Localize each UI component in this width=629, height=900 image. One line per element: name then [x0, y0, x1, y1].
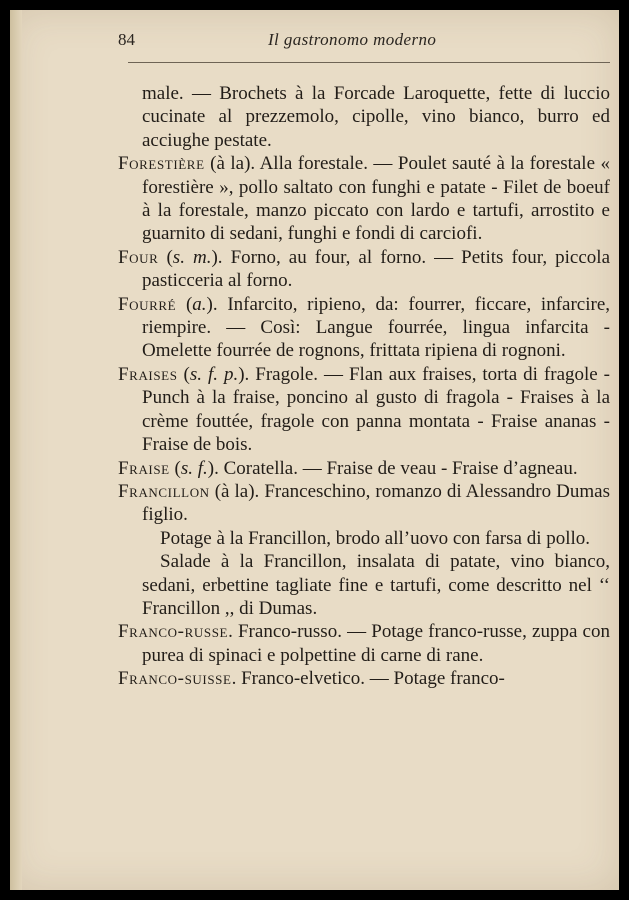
headword: Forestière: [118, 153, 205, 175]
entry-four: Four (s. m.). Forno, au four, al forno. — Petits four, piccola pasticceria al forno.: [118, 246, 610, 292]
headword: Franco-russe: [118, 621, 229, 643]
grammar-note: s. f. p.: [189, 363, 239, 385]
entry-franco-suisse: [118, 667, 610, 690]
entry-text: (à la). Alla forestale. — Poulet sauté à la forestale « forestière », pollo saltato con funghi e patate - Filet de boeuf à la forestale, manzo piccato con lardo e tartufi, arrostito e guarnito di sedani, funghi e fondi di carciofi.: [142, 153, 610, 245]
sub-paragraph: Salade à la Francillon, insalata di patate, vino bianco, sedani, erbettine tagliate fine e tartufi, come descritto nel ‘‘ Francillon ,, di Dumas.: [142, 551, 610, 619]
entry-text: . Franco-russo. — Potage franco-russe, zuppa con purea di spinaci e polpettine di carne di rane.: [142, 621, 610, 666]
book-page: [10, 10, 619, 890]
headword: Francillon: [118, 480, 210, 502]
running-title: Il gastronomo moderno: [268, 30, 437, 49]
entry-text: ). Infarcito, ripieno, da: fourrer, ficcare, infarcire, riempire. — Così: Langue fourrée, lingua infarcita - Omelette fourrée de rognons, frittata ripiena di rognoni.: [142, 293, 611, 362]
headword: Fourré: [118, 293, 177, 315]
grammar-note: a.: [192, 293, 207, 315]
headword: Franco-suisse: [118, 668, 232, 690]
entry-fourre: Fourré (a.). Infarcito, ripieno, da: fourrer, ficcare, infarcire, riempire. — Così: Langue fourrée, lingua infarcita - Omelette fourrée de rognons, frittata ripiena di rognoni.: [118, 293, 611, 362]
headword: Fraise: [118, 457, 170, 479]
entry-text: (à la). Franceschino, romanzo di Alessandro Dumas figlio.: [142, 480, 610, 526]
entry-text: ). Fragole. — Flan aux fraises, torta di fragole - Punch à la fraise, poncino al gusto di fragola - Fraises à la crème fouttée, fragole con panna montata - Fraise ananas - Fraise de bois.: [142, 363, 611, 456]
headword: Fraises: [118, 363, 178, 385]
entry-fraise: Fraise (s. f.). Coratella. — Fraise de veau - Fraise d’agneau.: [118, 457, 578, 479]
header-rule: [128, 62, 610, 63]
page-number: 84: [118, 30, 135, 49]
headword: Four: [118, 246, 159, 268]
entry-forestiere: [118, 152, 610, 246]
entry-fraises: Fraises (s. f. p.). Fragole. — Flan aux fraises, torta di fragole - Punch à la fraise, poncino al gusto di fragola - Fraises à la crème fouttée, fragole con panna montata - Fraise ananas - Fraise de bois.: [118, 363, 611, 456]
entry-text: . Franco-elvetico. — Potage franco-: [231, 668, 505, 690]
page-gutter: [10, 10, 22, 890]
entry-text: ). Coratella. — Fraise de veau - Fraise d’agneau.: [207, 457, 578, 479]
entry-text: ). Forno, au four, al forno. — Petits four, piccola pasticceria al forno.: [142, 246, 610, 292]
dictionary-text: [118, 82, 610, 882]
continued-entry: male. — Brochets à la Forcade Laroquette, fette di luccio cucinate al prezzemolo, cipolle, vino bianco, burro ed acciughe pestate.: [142, 83, 610, 151]
grammar-note: s. m.: [172, 246, 212, 268]
entry-francillon: [118, 480, 610, 527]
running-header: [118, 30, 610, 54]
grammar-note: s. f.: [180, 457, 208, 479]
sub-paragraph: Potage à la Francillon, brodo all’uovo con farsa di pollo.: [160, 527, 591, 549]
entry-franco-russe: [118, 620, 610, 667]
